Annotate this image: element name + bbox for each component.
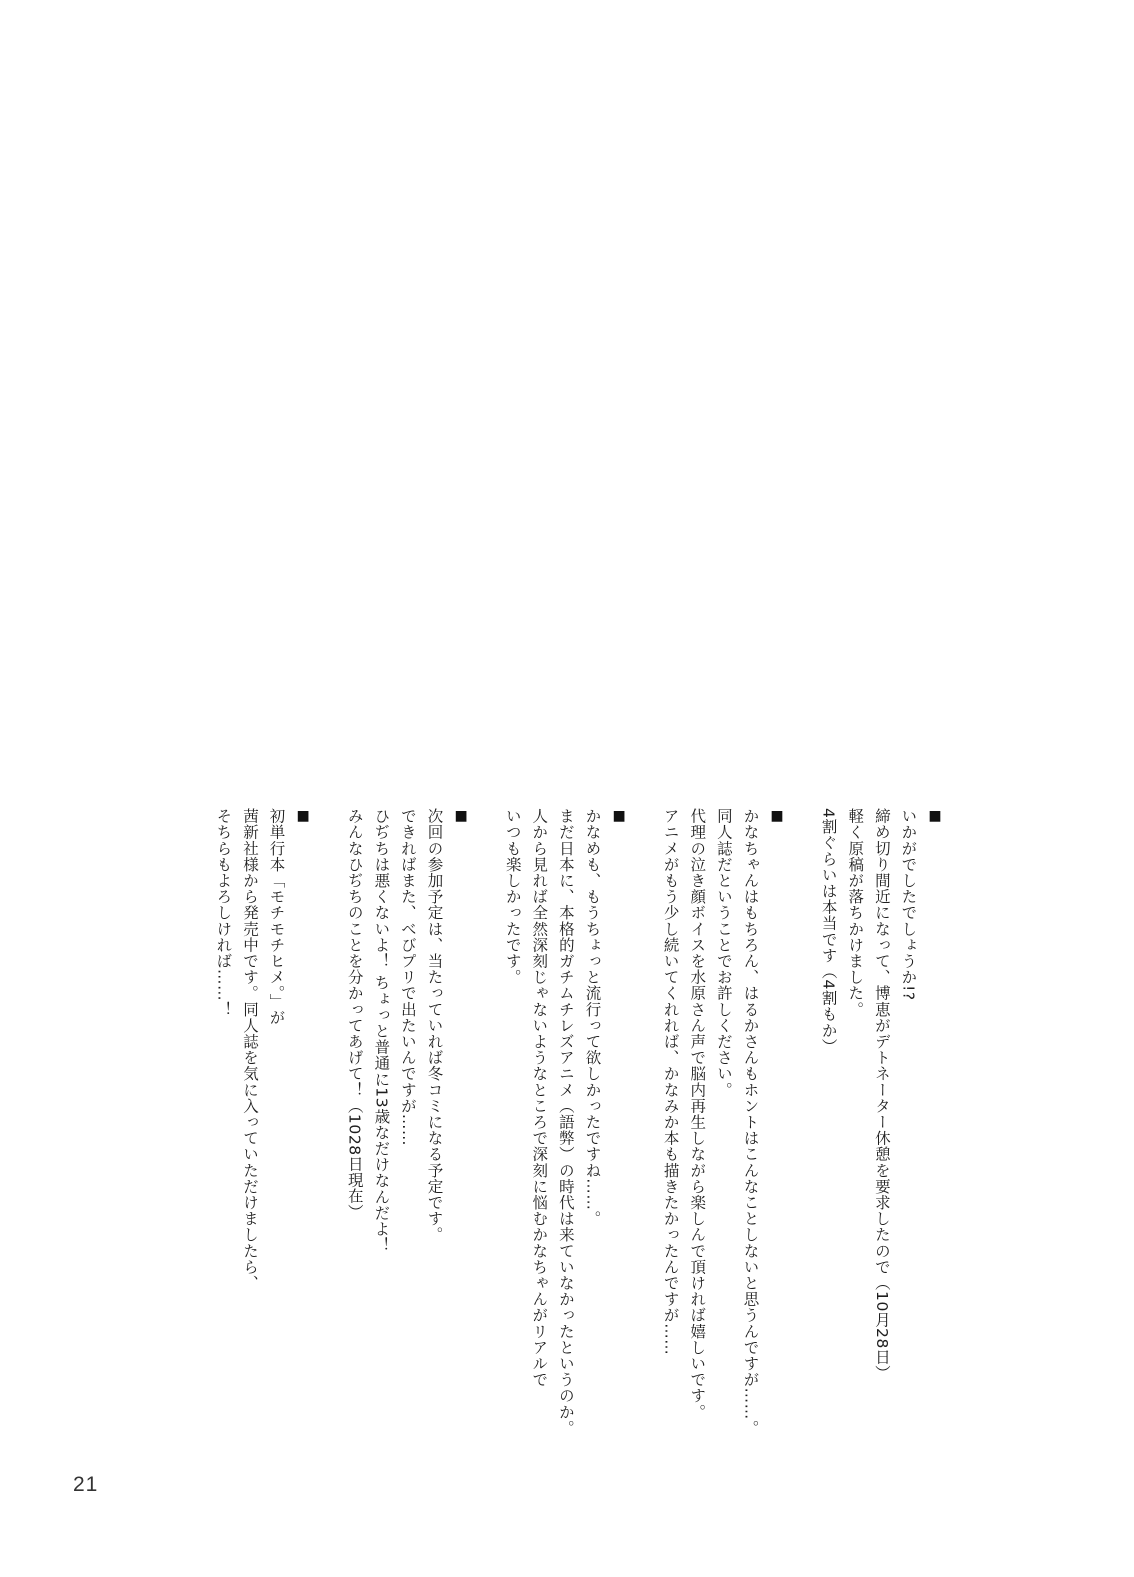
text-line: いかがでしたでしょうか!? bbox=[899, 808, 918, 1001]
text-line: 初単行本「モチモチヒメ。」が bbox=[267, 808, 286, 1026]
text-line: 人から見れば全然深刻じゃないようなところで深刻に悩むかなちゃんがリアルで bbox=[530, 808, 549, 1388]
afterword-section-5 bbox=[210, 808, 316, 1368]
page-number: 21 bbox=[73, 1473, 99, 1496]
section-marker: ■ bbox=[769, 808, 786, 825]
afterword-section-1 bbox=[815, 808, 948, 1382]
text-line: 軽く原稿が落ちかけました。 bbox=[846, 808, 865, 1018]
text-line: かなちゃんはもちろん、はるかさんもホントはこんなことしないと思うんですが……。 bbox=[741, 808, 760, 1436]
text-line: アニメがもう少し続いてくれれば、かなみか本も描きたかったんですが…… bbox=[661, 808, 680, 1356]
section-marker: ■ bbox=[295, 808, 312, 825]
text-line: 締め切り間近になって、博恵がデトネーター休憩を要求したので（10月28日） bbox=[872, 808, 891, 1382]
afterword-section-3 bbox=[499, 808, 632, 1436]
section-marker: ■ bbox=[927, 808, 943, 825]
afterword-section-4 bbox=[341, 808, 474, 1368]
section-marker: ■ bbox=[611, 808, 628, 825]
text-line: まだ日本に、本格的ガチムチレズアニメ（語弊）の時代は来ていなかったというのか。 bbox=[556, 808, 575, 1436]
text-line: ひぢちは悪くないよ！ ちょっと普通に13歳なだけなんだよ！ bbox=[372, 808, 391, 1254]
text-line: 同人誌だということでお許しください。 bbox=[714, 808, 733, 1098]
section-marker: ■ bbox=[453, 808, 470, 825]
text-line: 茜新社様から発売中です。同人誌を気に入っていただけましたら、 bbox=[240, 808, 259, 1291]
afterword-text bbox=[210, 808, 948, 1436]
text-line: 4割ぐらいは本当です（4割もか） bbox=[819, 808, 838, 1055]
text-line: かなめも、もうちょっと流行って欲しかったですね……。 bbox=[583, 808, 602, 1227]
text-line: そちらもよろしければ……！ bbox=[214, 808, 233, 1018]
text-line: 代理の泣き顔ボイスを水原さん声で脳内再生しながら楽しんで頂ければ嬉しいです。 bbox=[688, 808, 707, 1420]
afterword-section-2 bbox=[657, 808, 790, 1436]
text-line: みんなひぢちのことを分かってあげて！（1028日現在） bbox=[345, 808, 364, 1221]
text-line: 次回の参加予定は、当たっていれば冬コミになる予定です。 bbox=[425, 808, 444, 1243]
text-line: いつも楽しかったです。 bbox=[503, 808, 522, 986]
text-line: できればまた、べびプリで出たいんですが…… bbox=[398, 808, 417, 1147]
